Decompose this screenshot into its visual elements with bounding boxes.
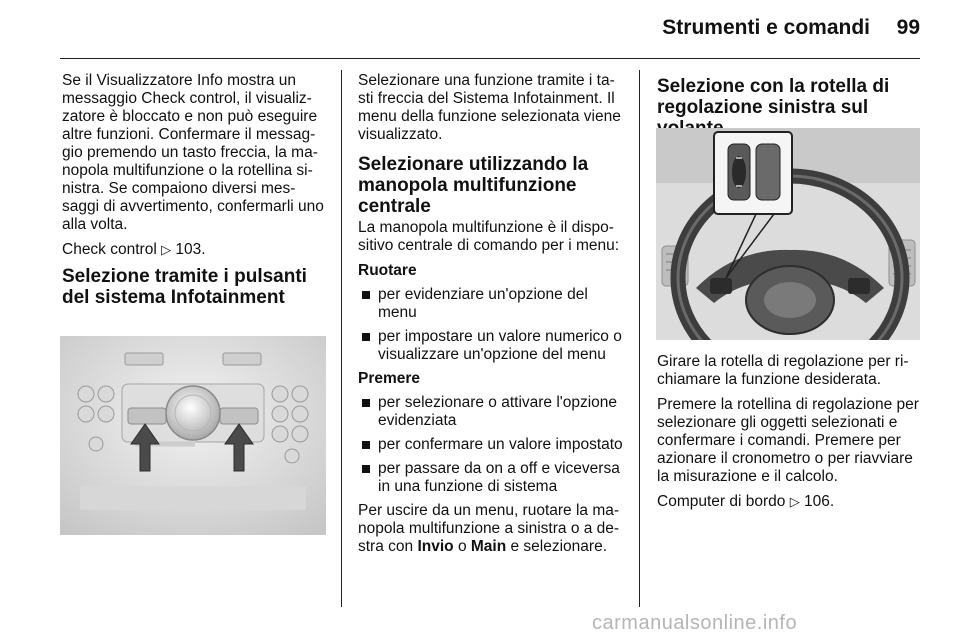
bullet-icon xyxy=(362,333,370,341)
arrow-keys-paragraph: Selezionare una funzione tramite i ta-sti freccia del Sistema Infotainment. Il menu della funzione selezionata viene visualizzato. xyxy=(358,72,621,143)
infotainment-panel-illustration xyxy=(60,336,326,535)
page-number: 99 xyxy=(896,16,920,39)
main-keyword: Main xyxy=(470,538,507,555)
knob-intro-paragraph: La manopola multifunzione è il dispo-sitivo centrale di comando per i menu: xyxy=(358,219,620,254)
check-control-link-text: Check control xyxy=(62,241,157,258)
bullet-icon xyxy=(362,465,370,473)
bullet-icon xyxy=(362,399,370,407)
steering-wheel-figure xyxy=(656,128,920,340)
column-3-body xyxy=(657,353,922,518)
bullet-icon xyxy=(362,441,370,449)
list-item: per selezionare o attivare l'opzione evidenziata xyxy=(358,394,630,430)
check-control-reference xyxy=(62,241,327,259)
check-control-paragraph: Se il Visualizzatore Info mostra un messaggio Check control, il visualiz-zatore è bloccato e non può eseguire altre funzioni. Confermare il messag-gio premendo un tasto freccia, la ma-nopola multifunzione o la rotellina si-nistra. Se compaiono diversi mes-saggi di avvertimento, confermarli uno alla volta. xyxy=(62,72,324,233)
bullet-icon xyxy=(362,291,370,299)
press-label: Premere xyxy=(358,370,421,387)
infotainment-panel-figure xyxy=(60,336,326,535)
header-title: Strumenti e comandi xyxy=(662,16,870,39)
invio-keyword: Invio xyxy=(417,538,454,555)
computer-page-ref: 106. xyxy=(804,493,835,510)
press-wheel-paragraph: Premere la rotellina di regolazione per selezionare gli oggetti selezionati e confermare i comandi. Premere per azionare il cronometro o per riavviare la misurazione e il calcolo. xyxy=(657,396,919,485)
page-ref-arrow-icon: ▷ xyxy=(161,242,172,257)
turn-wheel-paragraph: Girare la rotella di regolazione per ri-chiamare la funzione desiderata. xyxy=(657,353,909,388)
section-heading-steering-wheel: Selezione con la rotella di regolazione sinistra sul xyxy=(657,76,890,118)
computer-link-text: Computer di bordo xyxy=(657,493,786,510)
column-1 xyxy=(62,72,327,315)
rotate-label: Ruotare xyxy=(358,262,417,279)
section-heading-multifunction-knob: Selezionare utilizzando la manopola multifunzione centrale xyxy=(358,154,589,217)
check-control-page-ref: 103. xyxy=(175,241,206,258)
list-item: per passare da on a off e viceversa in una funzione di sistema xyxy=(358,460,630,496)
list-item: per evidenziare un'opzione del menu xyxy=(358,286,630,322)
list-item: per impostare un valore numerico o visualizzare un'opzione del menu xyxy=(358,328,630,364)
press-list xyxy=(358,394,630,496)
column-divider-2 xyxy=(639,70,640,607)
computer-reference xyxy=(657,493,922,511)
section-heading-infotainment-buttons: Selezione tramite i pulsanti del sistema Infotainment xyxy=(62,266,307,308)
page-ref-arrow-icon: ▷ xyxy=(789,494,800,509)
exit-menu-paragraph: Per uscire da un menu, ruotare la ma-nopola multifunzione a sinistra o a de-stra con Invio o Main e selezionare. xyxy=(358,502,620,555)
column-divider-1 xyxy=(341,70,342,607)
rotate-list xyxy=(358,286,630,364)
column-2 xyxy=(358,72,630,563)
steering-wheel-illustration xyxy=(656,128,920,340)
list-item: per confermare un valore impostato xyxy=(358,436,630,454)
header-rule xyxy=(60,58,920,59)
watermark: carmanualsonline.info xyxy=(592,612,798,634)
